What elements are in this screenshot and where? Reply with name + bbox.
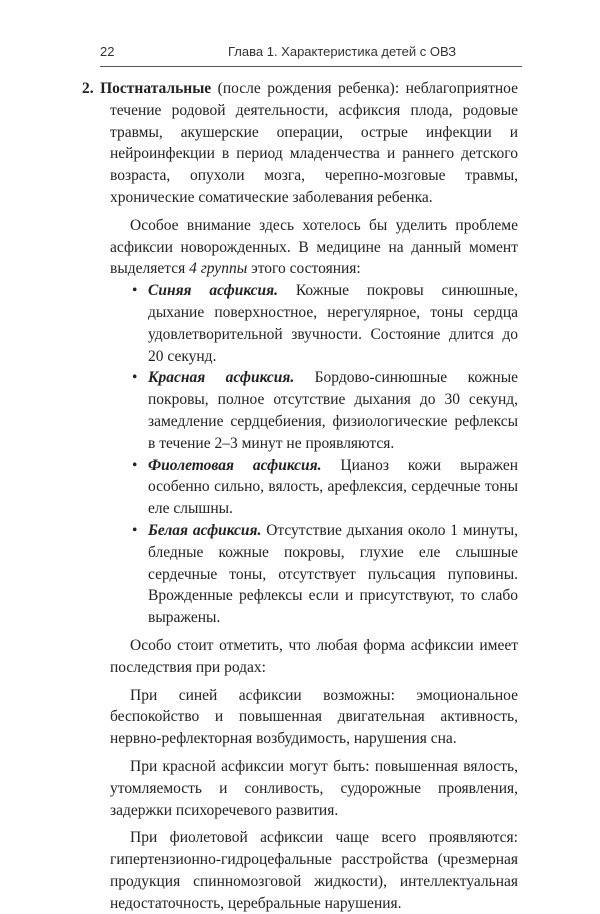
header-rule bbox=[100, 66, 522, 67]
bullet-label: Синяя асфиксия. bbox=[148, 282, 278, 300]
intro-paragraph bbox=[110, 215, 518, 280]
bullet-icon: • bbox=[132, 369, 138, 387]
bullet-icon: • bbox=[132, 521, 138, 539]
intro-emphasis: 4 группы bbox=[189, 260, 248, 278]
bullet-label: Красная асфиксия. bbox=[148, 369, 295, 387]
bullet-text: Бордово-синюшные кожные покровы, полное отсутствие дыхания до 30 секунд, замедление сердцебиения, физиологические рефлексы в течение 2–3 минут не проявляются. bbox=[148, 369, 518, 452]
list-item-postnatal bbox=[82, 78, 518, 209]
intro-before: Особое внимание здесь хотелось бы уделить проблеме асфиксии новорожденных. В медицине на данный момент выделяется bbox=[110, 216, 518, 278]
bullet-icon: • bbox=[132, 456, 138, 474]
bullet-icon: • bbox=[132, 282, 138, 300]
bullet-text: Отсутствие дыхания около 1 минуты, бледные кожные покровы, глухие еле слышные сердечные тоны, отсутствует пульсация пуповины. Врожденные рефлексы если и присутствуют, то слабо выражены. bbox=[148, 521, 518, 627]
list-item bbox=[110, 520, 518, 629]
bullet-label: Фиолетовая асфиксия. bbox=[148, 456, 322, 474]
bullet-label: Белая асфиксия. bbox=[148, 521, 262, 539]
running-title: Глава 1. Характеристика детей с ОВЗ bbox=[228, 44, 457, 59]
paragraph-consequences: Особо стоит отметить, что любая форма асфиксии имеет последствия при родах: bbox=[110, 636, 518, 676]
page-body bbox=[82, 78, 518, 914]
bullet-text: Кожные покровы синюшные, дыхание поверхностное, нерегулярное, тоны сердца удовлетворительной звучности. Состояние длится до 20 секунд. bbox=[148, 282, 518, 365]
intro-after: этого состояния: bbox=[247, 260, 361, 278]
bullet-text: Цианоз кожи выражен особенно сильно, вялость, арефлексия, сердечные тоны еле слышны. bbox=[148, 456, 518, 518]
asphyxia-list bbox=[110, 280, 518, 629]
paragraph-violet: При фиолетовой асфиксии чаще всего проявляются: гипертензионно-гидроцефальные расстройства (чрезмерная продукция спинномозговой жидкости), интеллектуальная недостаточность, церебральные нарушения. bbox=[110, 829, 518, 912]
list-item bbox=[110, 280, 518, 367]
item-text: (после рождения ребенка): неблагоприятное течение родовой деятельности, асфиксия плода, родовые травмы, акушерские операции, острые инфекции и нейроинфекции в период младенчества и раннего детского возраста, опухоли мозга, черепно-мозговые травмы, хронические соматические заболевания ребенка. bbox=[110, 80, 518, 206]
paragraph-blue: При синей асфиксии возможны: эмоциональное беспокойство и повышенная двигательная активность, нервно-рефлекторная возбудимость, нарушения сна. bbox=[110, 686, 518, 748]
list-item bbox=[110, 367, 518, 454]
paragraph-red: При красной асфиксии могут быть: повышенная вялость, утомляемость и сонливость, судорожные проявления, задержки психоречевого развития. bbox=[110, 757, 518, 819]
item-number: 2. bbox=[82, 80, 94, 97]
item-term: Постнатальные bbox=[100, 80, 212, 97]
list-item bbox=[110, 455, 518, 520]
page-number: 22 bbox=[100, 44, 115, 59]
